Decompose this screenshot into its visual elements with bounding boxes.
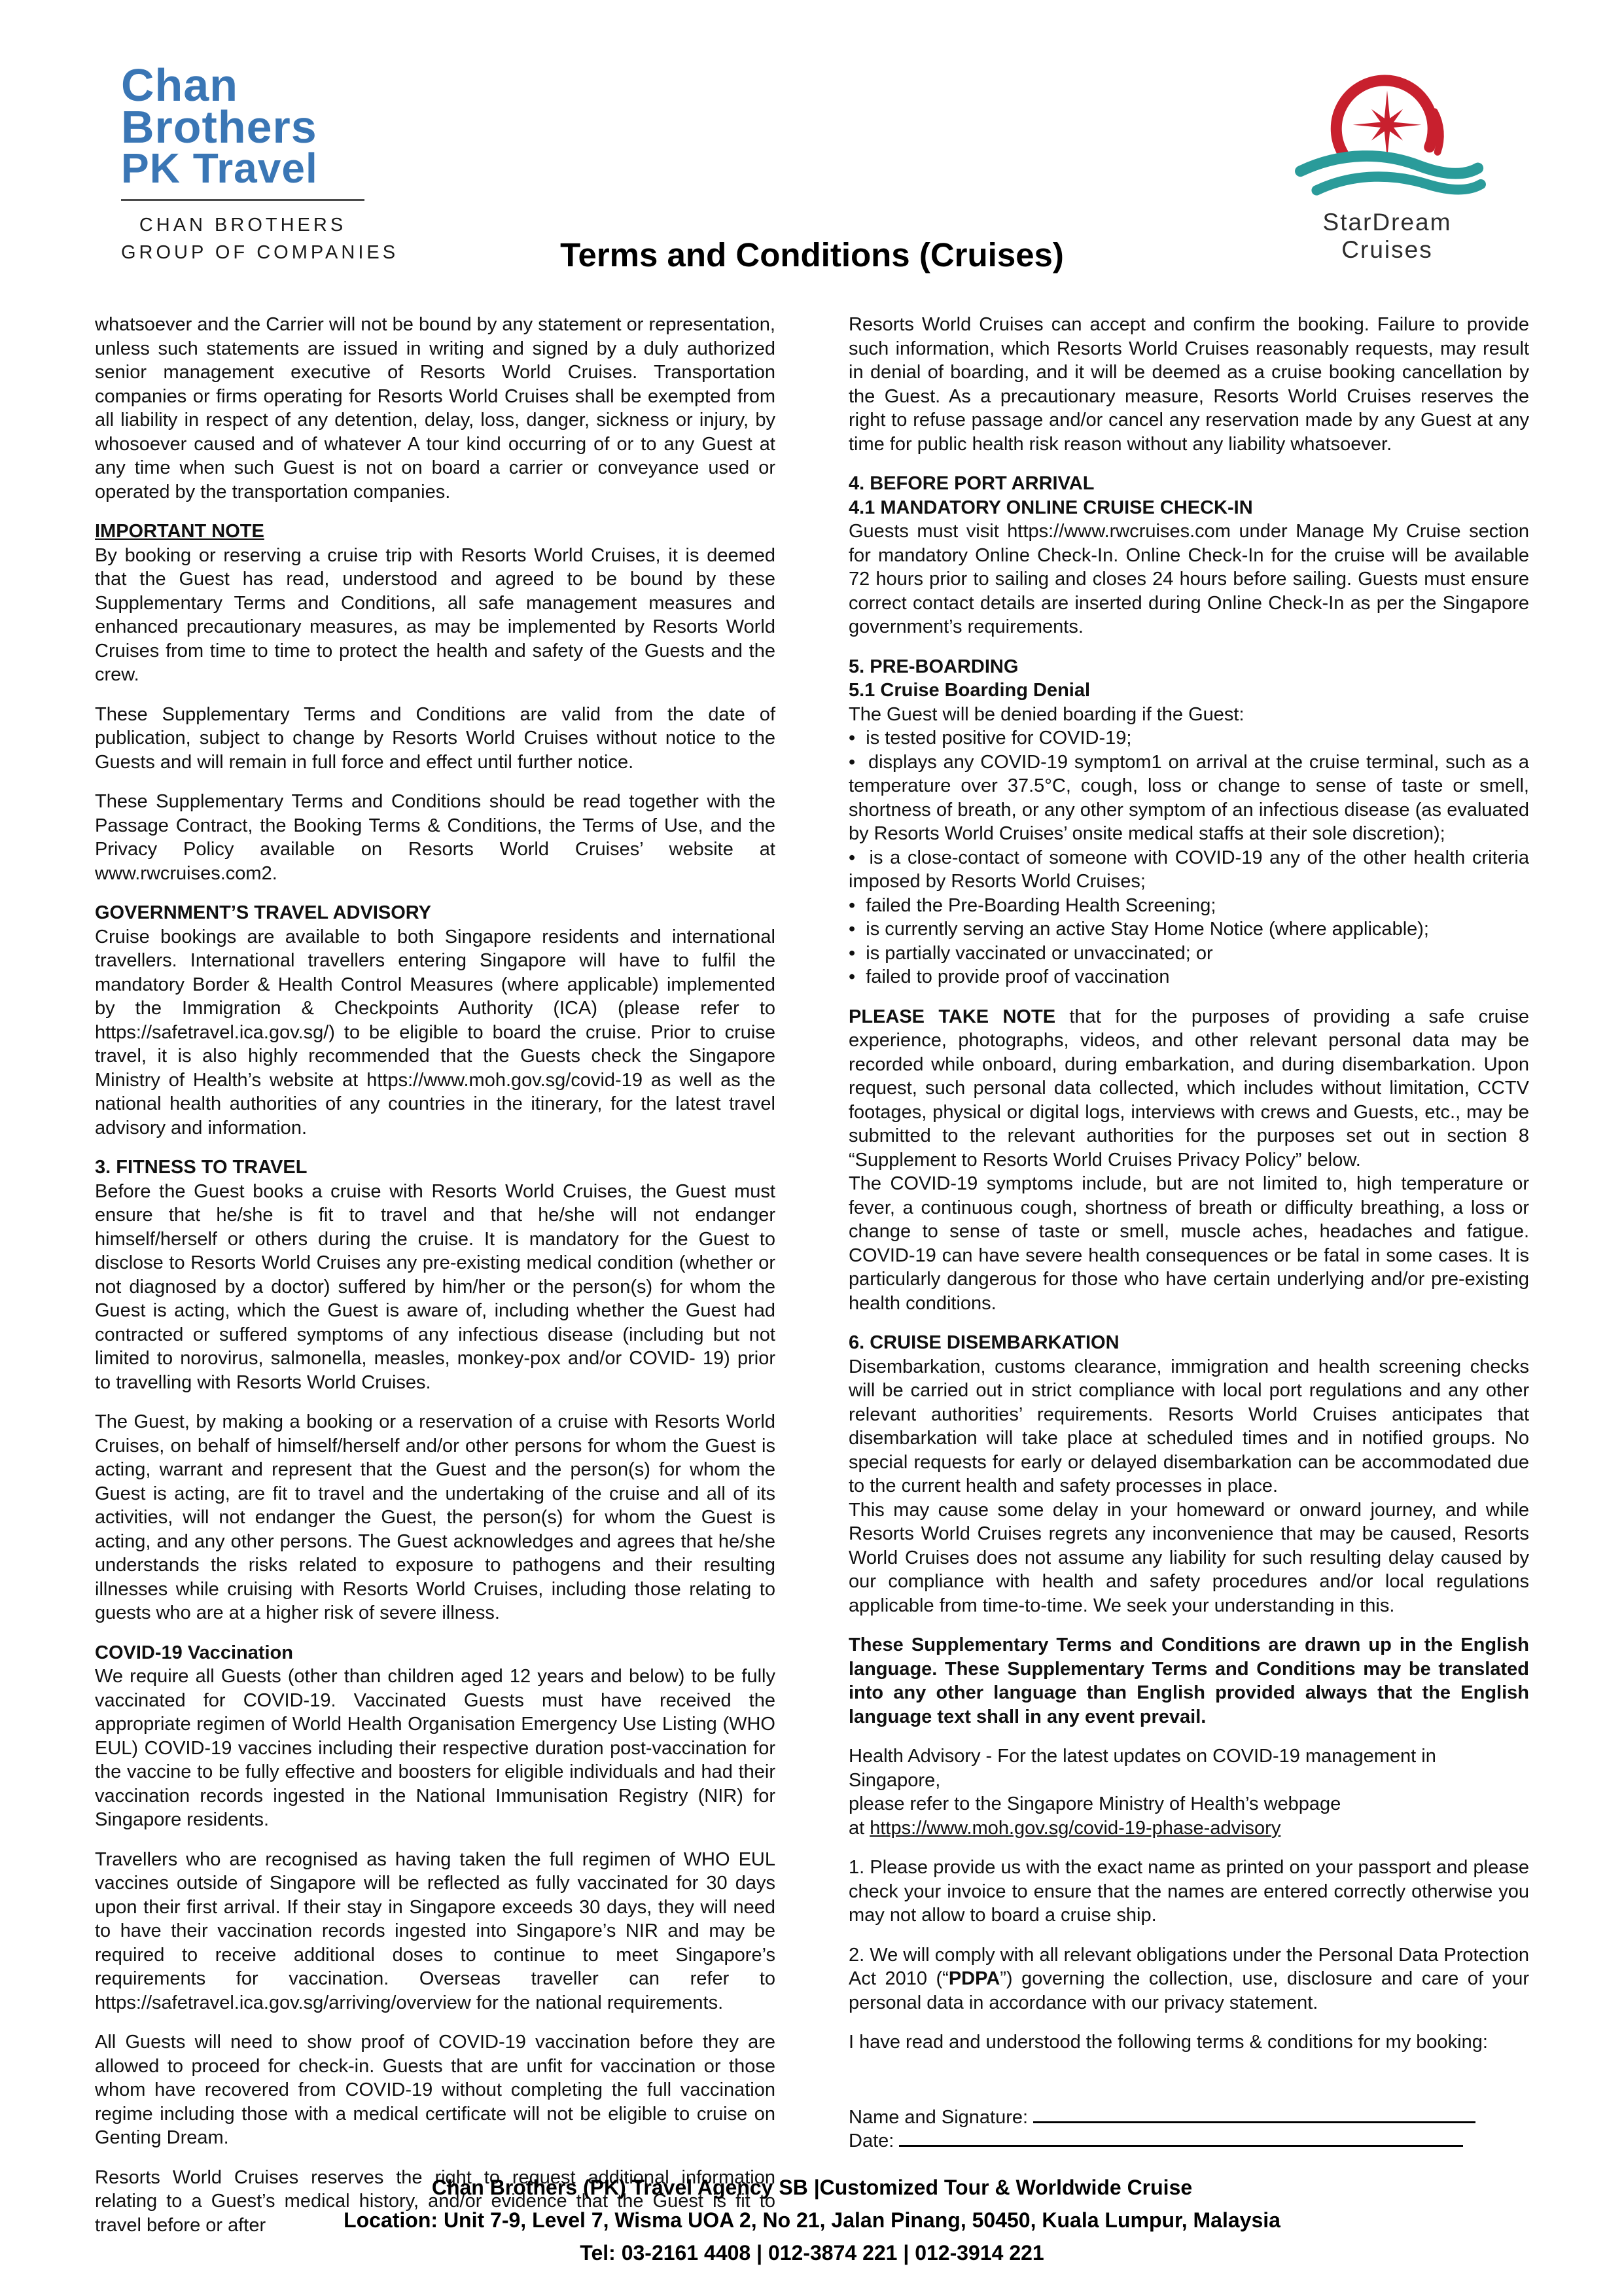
paragraph: Resorts World Cruises reserves the right to request additional information relating to a Guest’s medical history, and/or evidence that the Guest is fit to travel before or after [95,2166,775,2236]
chan-logo-line2: Brothers [121,101,317,152]
paragraph: Before the Guest books a cruise with Resorts World Cruises, the Guest must ensure that he/she is fit to travel and that he/she will not endanger himself/herself or others during the cruise. It is mandatory for the Guest to disclose to Resorts World Cruises any pre-existing medical condition (whether or not diagnosed by a doctor) suffered by him/her or the person(s) for whom the Guest is acting, which the Guest is aware of, including whether the Guest had contracted or suffered symptoms of any infectious disease (including but not limited to norovirus, salmonella, measles, monkey-pox and/or COVID- 19) prior to travelling with Resorts World Cruises. [95,1180,775,1393]
section-heading-travel-advisory: GOVERNMENT’S TRAVEL ADVISORY [95,902,431,923]
document-body [95,313,1529,2237]
date-field[interactable] [899,2129,1463,2147]
please-take-note-label: PLEASE TAKE NOTE [849,1006,1056,1027]
name-signature-field[interactable] [1033,2106,1475,2123]
paragraph: The Guest, by making a booking or a reservation of a cruise with Resorts World Cruises, on behalf of himself/herself and/or other persons for whom the Guest is acting, warrant and represent that the Guest and the person(s) for whom the Guest is acting, are fit to travel and the undertaking of the cruise and all of its activities, will not endanger the Guest, the person(s) for whom the Guest is acting, and any other persons. The Guest acknowledges and agrees that he/she understands the risks related to exposure to pathogens and their resulting illnesses while cruising with Resorts World Cruises, including those relating to guests who are at a higher risk of severe illness. [95,1411,775,1623]
list-item: • is partially vaccinated or unvaccinated; or [849,942,1529,966]
section-heading-boarding-denial: 5.1 Cruise Boarding Denial [849,680,1091,701]
section-heading-before-port-arrival: 4. BEFORE PORT ARRIVAL [849,473,1095,494]
paragraph-language-clause: These Supplementary Terms and Conditions are drawn up in the English language. These Supplementary Terms and Conditions may be translated into any other language than English provided always that the English language text shall in any event prevail. [849,1634,1529,1727]
stardream-logo-caption: StarDream Cruises [1322,209,1452,263]
chan-group-name-line2: GROUP OF COMPANIES [121,242,399,263]
paragraph: The Guest will be denied boarding if the Guest: [849,703,1244,725]
moh-advisory-link[interactable]: https://www.moh.gov.sg/covid-19-phase-advisory [870,1817,1281,1839]
paragraph: 1. Please provide us with the exact name as printed on your passport and please check your invoice to ensure that the names are entered correctly otherwise you may not allow to board a cruise ship. [849,1857,1529,1926]
paragraph: These Supplementary Terms and Conditions are valid from the date of publication, subject to change by Resorts World Cruises without notice to the Guests and will remain in full force and effect until further notice. [95,703,775,773]
section-heading-pre-boarding: 5. PRE-BOARDING [849,656,1019,677]
paragraph: We require all Guests (other than children aged 12 years and below) to be fully vaccinated for COVID-19. Vaccinated Guests must have received the appropriate regimen of World Health Organisation Emergency Use Listing (WHO EUL) COVID-19 vaccines including their respective duration post-vaccination for the vaccine to be fully effective and boosters for eligible individuals and had their vaccination records ingested in the National Immunisation Registry (NIR) for Singapore residents. [95,1666,775,1830]
stardream-logo-icon [1286,56,1489,205]
logo-divider [121,199,364,201]
paragraph: The COVID-19 symptoms include, but are not limited to, high temperature or fever, a continuous cough, shortness of breath or difficulty breathing, a loss or change to sense of taste or smell, muscle aches, headaches and fatigue. COVID-19 can have severe health consequences or be fatal in some cases. It is particularly dangerous for those who have certain underlying and/or pre-existing health conditions. [849,1173,1529,1314]
chan-group-name-line1: CHAN BROTHERS [139,215,347,236]
footer-phone-line: Tel: 03-2161 4408 | 012-3874 221 | 012-3914 221 [580,2241,1044,2265]
paragraph-text: 2. We will comply with all relevant obligations under the Personal Data Protection Act 2010 (“ [849,1944,1529,1989]
list-item: • is currently serving an active Stay Home Notice (where applicable); [849,917,1529,942]
pdpa-label: PDPA [948,1968,1000,1989]
list-item: • displays any COVID-19 symptom1 on arrival at the cruise terminal, such as a temperature over 37.5°C, cough, loss or change to sense of taste or smell, shortness of breath, or any other symptom of an infectious disease (as evaluated by Resorts World Cruises’ onsite medical staffs at their sole discretion); [849,751,1529,846]
paragraph: whatsoever and the Carrier will not be bound by any statement or representation, unless such statements are issued in writing and signed by a duly authorized senior management executive of Resorts World Cruises. Transportation companies or firms operating for Resorts World Cruises shall be exempted from all liability in respect of any detention, delay, loss, danger, sickness or injury, by whosoever caused and of whatever A tour kind occurring of or to any Guest at any time when such Guest is not on board a carrier or conveyance used or operated by the transportation companies. [95,314,775,503]
chan-logo-line3: PK Travel [121,145,318,192]
paragraph: This may cause some delay in your homeward or onward journey, and while Resorts World Cruises regrets any inconvenience that may be caused, Resorts World Cruises does not assume any liability for such resulting delay caused by our compliance with health and safety procedures and/or local regulations applicable from time-to-time. We seek your understanding in this. [849,1499,1529,1616]
footer [0,2171,1624,2269]
section-heading-fitness-to-travel: 3. FITNESS TO TRAVEL [95,1157,308,1178]
paragraph: Cruise bookings are available to both Singapore residents and international travellers. International travellers entering Singapore will have to fulfil the mandatory Border & Health Control Measures (where applicable) implemented by the Immigration & Checkpoints Authority (ICA) (please refer to https://safetravel.ica.gov.sg/) to be eligible to board the cruise. Prior to cruise travel, it is also highly recommended that the Guests check the Singapore Ministry of Health’s website at https://www.moh.gov.sg/covid-19 as well as the national health authorities of any countries in the itinerary, for the latest travel advisory and information. [95,926,775,1139]
paragraph-text: ”) governing the collection, use, disclosure and care of your personal data in accordance with our privacy statement. [849,1968,1529,2013]
section-heading-online-checkin: 4.1 MANDATORY ONLINE CRUISE CHECK-IN [849,497,1253,518]
wave-top [1301,156,1478,173]
paragraph: These Supplementary Terms and Conditions should be read together with the Passage Contract, the Booking Terms & Conditions, the Terms of Use, and the Privacy Policy available on Resorts World Cruises’ website at www.rwcruises.com2. [95,791,775,884]
paragraph: All Guests will need to show proof of COVID-19 vaccination before they are allowed to proceed for check-in. Guests that are unfit for vaccination or those whom have recovered from COVID-19 without completing the full vaccination regime including those with a medical certificate will not be eligible to cruise on Genting Dream. [95,2032,775,2148]
left-column [95,313,775,2237]
paragraph: Travellers who are recognised as having taken the full regimen of WHO EUL vaccines outside of Singapore will be reflected as fully vaccinated for 30 days upon their first arrival. If their stay in Singapore exceeds 30 days, they will need to have their vaccination records ingested into Singapore’s NIR and may be required to receive additional doses to continue to meet Singapore’s requirements for vaccination. Overseas traveller can refer to https://safetravel.ica.gov.sg/arriving/overview for the national requirements. [95,1848,775,2013]
name-signature-label: Name and Signature: [849,2106,1029,2128]
paragraph: By booking or reserving a cruise trip with Resorts World Cruises, it is deemed that the Guest has read, understood and agreed to be bound by these Supplementary Terms and Conditions, all safe management measures and enhanced precautionary measures, as may be implemented by Resorts World Cruises from time to time to protect the health and safety of the Guests and the crew. [95,544,775,685]
health-advisory-line3 [849,1816,1529,1841]
date-label: Date: [849,2130,894,2151]
chan-logo-line1: Chan [121,60,238,111]
date-row [849,2129,1529,2153]
section-heading-covid19-vaccination: COVID-19 Vaccination [95,1642,293,1663]
paragraph [849,1005,1529,1173]
section-heading-cruise-disembarkation: 6. CRUISE DISEMBARKATION [849,1332,1120,1353]
footer-address-line: Location: Unit 7-9, Level 7, Wisma UOA 2, No 21, Jalan Pinang, 50450, Kuala Lumpur, Malaysia [344,2208,1280,2232]
compass-star-icon [1353,90,1422,159]
paragraph: Guests must visit https://www.rwcruises.com under Manage My Cruise section for mandatory Online Check-In. Online Check-In for the cruise will be available 72 hours prior to sailing and closes 24 hours before sailing. Guests must ensure correct contact details are inserted during Online Check-In as per the Singapore government’s requirements. [849,521,1529,637]
stardream-cruises-logo [1276,56,1498,264]
health-advisory-line1: Health Advisory - For the latest updates on COVID-19 management in Singapore, [849,1746,1436,1791]
right-column [849,313,1529,2237]
list-item: • is tested positive for COVID-19; [849,726,1529,751]
paragraph [849,1943,1529,2015]
signature-block [849,2106,1529,2153]
paragraph-text: that for the purposes of providing a safe cruise experience, photographs, videos, and other relevant personal data may be recorded while onboard, during embarkation, and during disembarkation. Upon request, such personal data collected, which includes without limitation, CCTV footages, physical or digital logs, interviews with crews and Guests, etc., may be submitted to the relevant authorities for the purposes set out in section 8 “Supplement to Resorts World Cruises Privacy Policy” below. [849,1006,1529,1171]
paragraph: Resorts World Cruises can accept and confirm the booking. Failure to provide such information, which Resorts World Cruises reasonably requests, may result in denial of boarding, and it will be deemed as a cruise booking cancellation by the Guest. As a precautionary measure, Resorts World Cruises reserves the right to refuse passage and/or cancel any reservation made by any Guest at any time for public health risk reason without any liability whatsoever. [849,314,1529,455]
link-prefix: at [849,1817,870,1839]
list-item: • failed to provide proof of vaccination [849,965,1529,989]
page-title: Terms and Conditions (Cruises) [560,236,1064,274]
paragraph-health-advisory [849,1744,1529,1840]
list-item: • is a close-contact of someone with COVID-19 any of the other health criteria imposed by Resorts World Cruises; [849,846,1529,894]
section-heading-important-note: IMPORTANT NOTE [95,521,264,542]
list-item: • failed the Pre-Boarding Health Screening; [849,894,1529,918]
signature-row [849,2106,1529,2130]
health-advisory-line2: please refer to the Singapore Ministry of Health’s webpage [849,1793,1341,1814]
acknowledgement-statement: I have read and understood the following terms & conditions for my booking: [849,2032,1488,2053]
paragraph: Disembarkation, customs clearance, immigration and health screening checks will be carried out in strict compliance with local port regulations and any other relevant authorities’ requirements. Resorts World Cruises anticipates that disembarkation will take place at scheduled times and in notified groups. No special requests for early or delayed disembarkation can be accommodated due to the current health and safety processes in place. [849,1356,1529,1496]
footer-agency-line: Chan Brothers (PK) Travel Agency SB |Customized Tour & Worldwide Cruise [431,2176,1193,2199]
